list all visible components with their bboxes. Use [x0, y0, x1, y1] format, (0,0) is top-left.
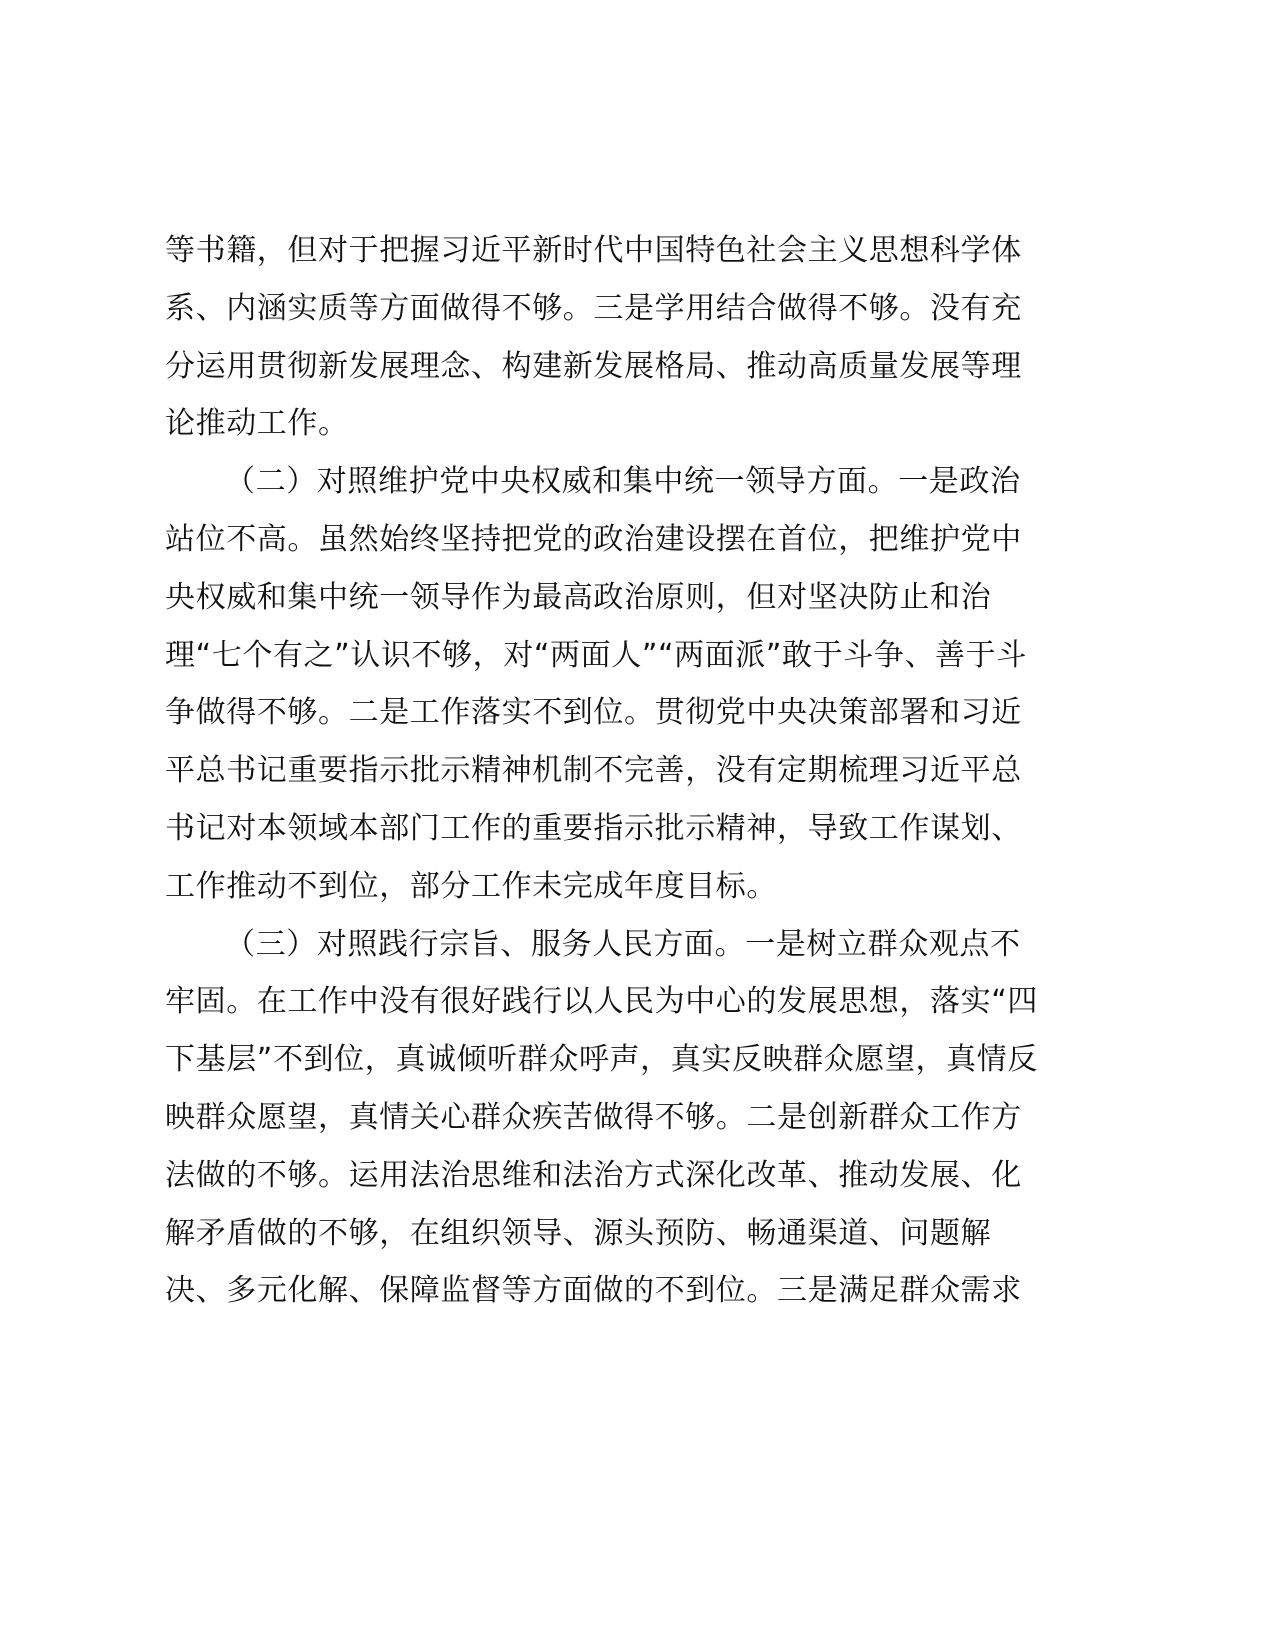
- text-line: 论推动工作。: [165, 406, 349, 442]
- paragraph-heading-line: （二）对照维护党中央权威和集中统一领导方面。一是政治: [225, 464, 1021, 500]
- text-line: 争做得不够。二是工作落实不到位。贯彻党中央决策部署和习近: [165, 695, 1022, 731]
- text-line: 站位不高。虽然始终坚持把党的政治建设摆在首位，把维护党中: [165, 521, 1022, 557]
- text-line: 系、内涵实质等方面做得不够。三是学用结合做得不够。没有充: [165, 290, 1022, 326]
- text-line: 工作推动不到位，部分工作未完成年度目标。: [165, 868, 777, 904]
- text-line: 决、多元化解、保障监督等方面做的不到位。三是满足群众需求: [165, 1273, 1022, 1309]
- text-line: 解矛盾做的不够，在组织领导、源头预防、畅通渠道、问题解: [165, 1215, 992, 1251]
- text-line: 下基层”不到位，真诚倾听群众呼声，真实反映群众愿望，真情反: [165, 1042, 1038, 1078]
- paragraph-heading-line: （三）对照践行宗旨、服务人民方面。一是树立群众观点不: [225, 926, 1021, 962]
- text-line: 法做的不够。运用法治思维和法治方式深化改革、推动发展、化: [165, 1157, 1022, 1193]
- document-body: [165, 222, 1110, 1320]
- text-line: 理“七个有之”认识不够，对“两面人”“两面派”敢于斗争、善于斗: [165, 637, 1027, 673]
- text-line: 书记对本领域本部门工作的重要指示批示精神，导致工作谋划、: [165, 810, 1022, 846]
- text-line: 分运用贯彻新发展理念、构建新发展格局、推动高质量发展等理: [165, 348, 1022, 384]
- text-line: 平总书记重要指示批示精神机制不完善，没有定期梳理习近平总: [165, 753, 1022, 789]
- text-line: 映群众愿望，真情关心群众疾苦做得不够。二是创新群众工作方: [165, 1099, 1022, 1135]
- text-line: 牢固。在工作中没有很好践行以人民为中心的发展思想，落实“四: [165, 984, 1038, 1020]
- text-line: 等书籍，但对于把握习近平新时代中国特色社会主义思想科学体: [165, 233, 1022, 268]
- text-line: 央权威和集中统一领导作为最高政治原则，但对坚决防止和治: [165, 579, 992, 615]
